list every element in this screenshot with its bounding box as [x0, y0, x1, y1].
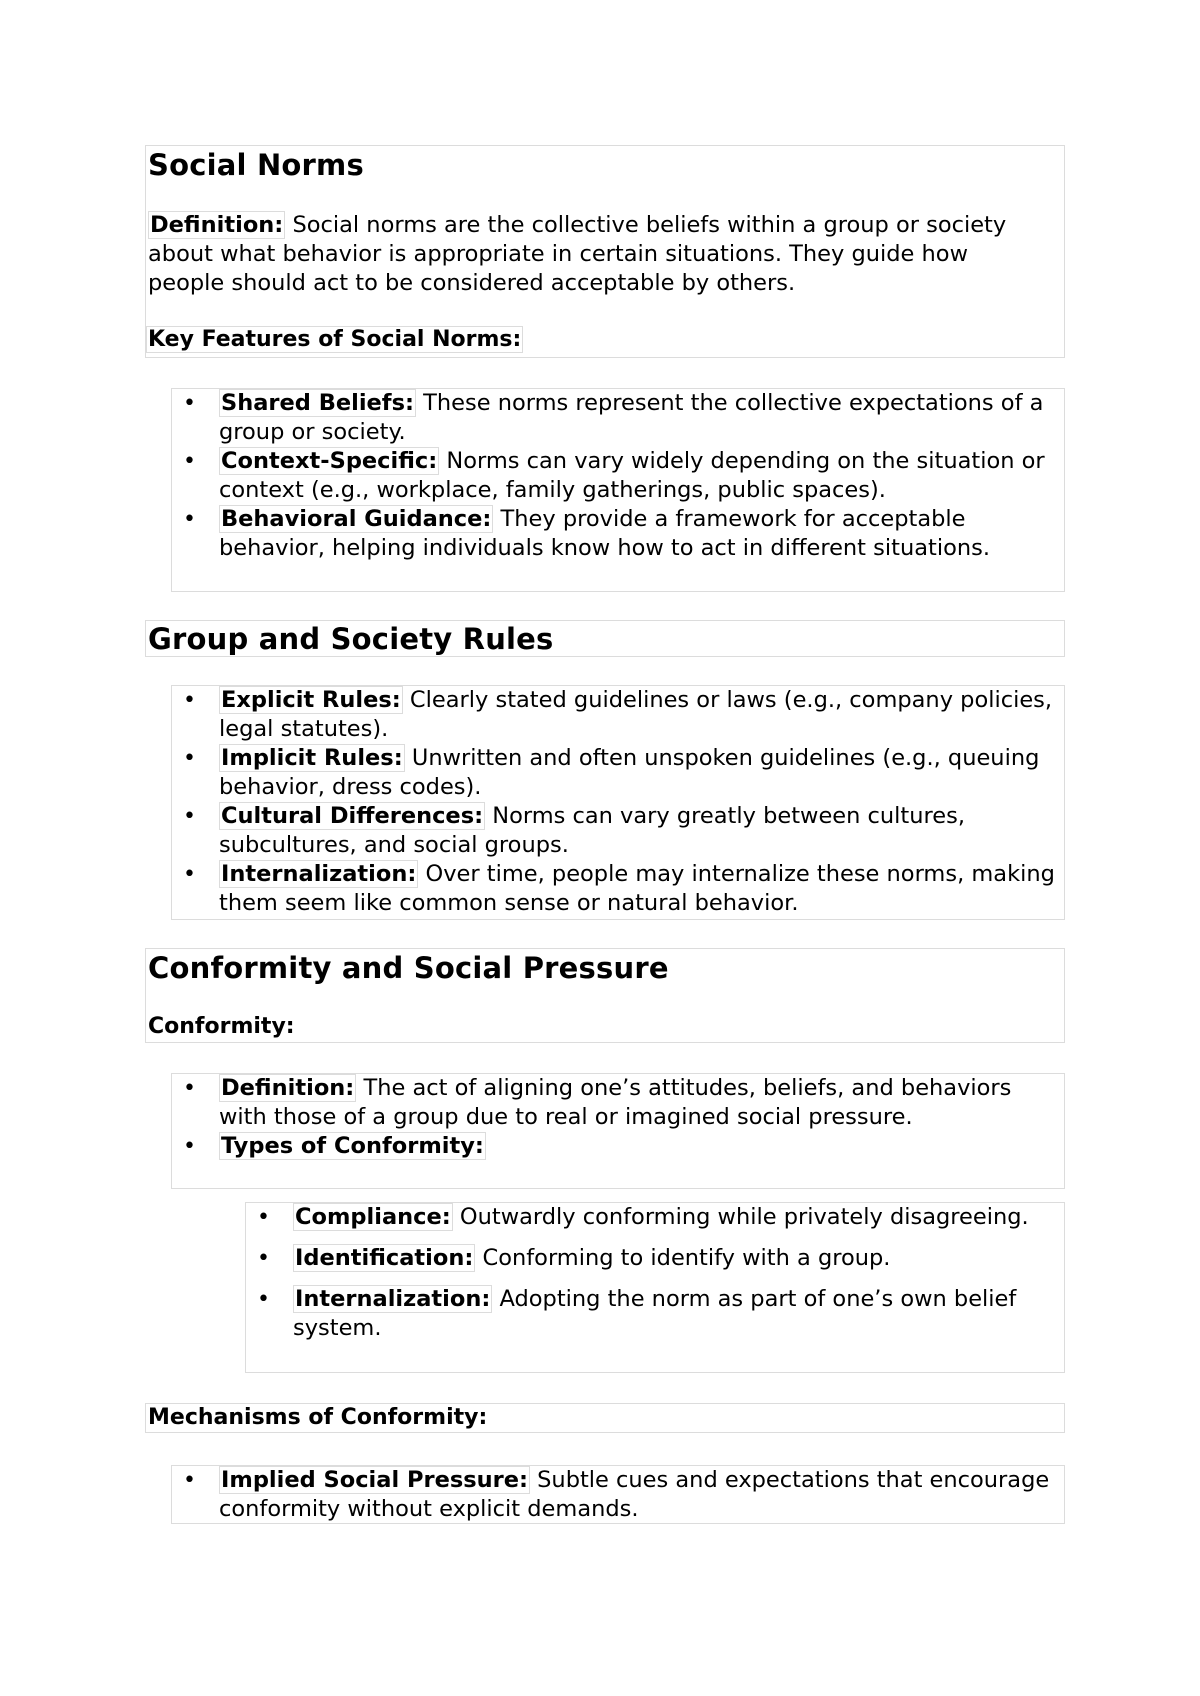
bullet-icon: • — [183, 746, 196, 771]
item-label: Internalization: — [295, 1286, 491, 1312]
item-text: Outwardly conforming while privately disagreeing. — [452, 1204, 1029, 1230]
mechanisms-header-block — [145, 1403, 1065, 1433]
list-item — [172, 505, 1064, 563]
list-item — [172, 802, 1064, 860]
conformity-list — [172, 1074, 1064, 1161]
list-item — [246, 1203, 1064, 1232]
bullet-icon: • — [183, 1134, 196, 1159]
group-rules-title: Group and Society Rules — [148, 622, 554, 656]
conformity-list-box — [171, 1073, 1065, 1189]
item-text: Norms can vary widely depending on the situation or context (e.g., workplace, family gatherings, public spaces). — [219, 448, 1045, 503]
item-text: These norms represent the collective expectations of a group or society. — [219, 390, 1044, 445]
item-text: The act of aligning one’s attitudes, beliefs, and behaviors with those of a group due to real or imagined social pressure. — [219, 1075, 1012, 1130]
item-text: Over time, people may internalize these norms, making them seem like common sense or natural behavior. — [219, 861, 1055, 916]
bullet-icon: • — [183, 391, 196, 416]
list-item — [172, 447, 1064, 505]
conformity-types-list-box — [245, 1202, 1065, 1373]
list-item — [246, 1285, 1064, 1343]
social-norms-definition — [148, 211, 1048, 298]
conformity-subheading: Conformity: — [148, 1014, 295, 1039]
item-text: Conforming to identify with a group. — [475, 1245, 891, 1271]
social-norms-features-list — [172, 389, 1064, 563]
mechanisms-list — [172, 1466, 1064, 1524]
item-label: Implied Social Pressure: — [221, 1467, 528, 1493]
bullet-icon: • — [183, 862, 196, 887]
item-label: Implicit Rules: — [221, 745, 403, 771]
social-norms-title: Social Norms — [148, 148, 364, 182]
bullet-icon: • — [183, 804, 196, 829]
mechanisms-heading: Mechanisms of Conformity: — [148, 1405, 488, 1430]
bullet-icon: • — [183, 507, 196, 532]
item-text: Subtle cues and expectations that encourage conformity without explicit demands. — [219, 1467, 1050, 1522]
list-item — [172, 744, 1064, 802]
bullet-icon: • — [183, 449, 196, 474]
item-label: Identification: — [295, 1245, 474, 1271]
bullet-icon: • — [183, 1468, 196, 1493]
list-item — [172, 1074, 1064, 1132]
bullet-icon: • — [257, 1205, 270, 1230]
item-label: Shared Beliefs: — [221, 390, 414, 416]
bullet-icon: • — [257, 1287, 270, 1312]
definition-text: Social norms are the collective beliefs within a group or society about what behavior is appropriate in certain situations. They guide how people should act to be considered acceptable by others. — [148, 212, 1007, 296]
item-label: Definition: — [221, 1075, 355, 1101]
group-rules-header-block — [145, 620, 1065, 657]
item-label: Behavioral Guidance: — [221, 506, 492, 532]
key-features-heading — [146, 326, 523, 354]
definition-label: Definition: — [150, 212, 284, 238]
list-item — [172, 686, 1064, 744]
conformity-header-block — [145, 948, 1065, 1043]
list-item — [172, 1466, 1064, 1524]
item-text: Adopting the norm as part of one’s own belief system. — [293, 1286, 1017, 1341]
social-norms-header-block — [145, 145, 1065, 358]
mechanisms-list-box — [171, 1465, 1065, 1524]
list-item — [172, 1132, 1064, 1161]
bullet-icon: • — [183, 1076, 196, 1101]
group-rules-list-box — [171, 685, 1065, 920]
item-label: Explicit Rules: — [221, 687, 401, 713]
key-features-label: Key Features of Social Norms: — [148, 327, 522, 352]
social-norms-features-list-box — [171, 388, 1065, 592]
group-rules-list — [172, 686, 1064, 918]
list-item — [246, 1244, 1064, 1273]
item-label: Context-Specific: — [221, 448, 438, 474]
item-text: Clearly stated guidelines or laws (e.g., company policies, legal statutes). — [219, 687, 1053, 742]
item-label: Cultural Differences: — [221, 803, 484, 829]
bullet-icon: • — [183, 688, 196, 713]
conformity-types-list — [246, 1203, 1064, 1343]
bullet-icon: • — [257, 1246, 270, 1271]
item-label: Internalization: — [221, 861, 417, 887]
item-text: They provide a framework for acceptable behavior, helping individuals know how to act in different situations. — [219, 506, 990, 561]
item-text: Norms can vary greatly between cultures, subcultures, and social groups. — [219, 803, 965, 858]
conformity-title: Conformity and Social Pressure — [148, 951, 669, 985]
item-label: Types of Conformity: — [221, 1133, 484, 1159]
item-label: Compliance: — [295, 1204, 451, 1230]
item-text: Unwritten and often unspoken guidelines (e.g., queuing behavior, dress codes). — [219, 745, 1040, 800]
list-item — [172, 860, 1064, 918]
list-item — [172, 389, 1064, 447]
